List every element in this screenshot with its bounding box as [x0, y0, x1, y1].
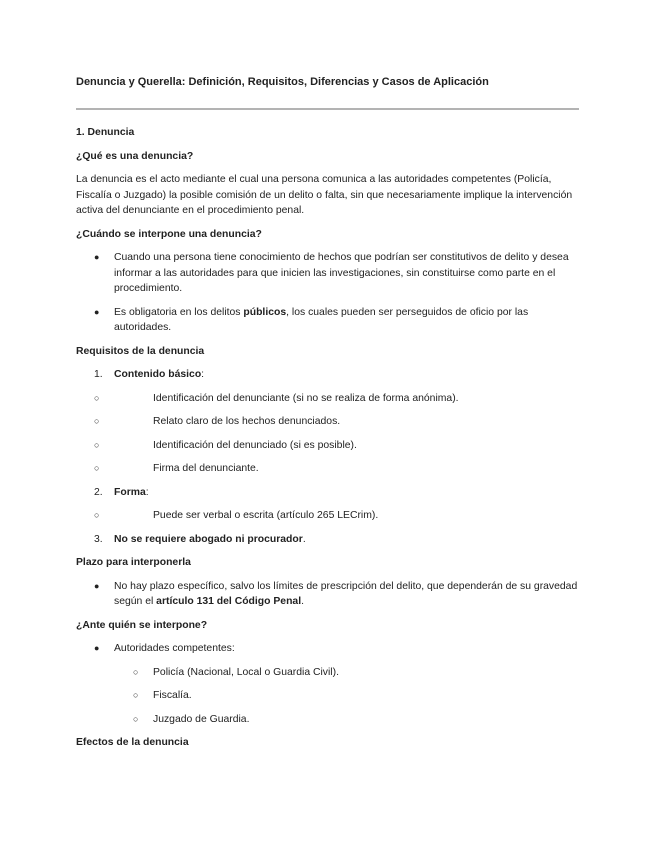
sub-list	[94, 391, 579, 477]
numbered-list-requirements	[76, 367, 579, 547]
circle-bullet-icon: ○	[133, 713, 139, 724]
sub-list-item: ○ Puede ser verbal o escrita (artículo 265 LECrim).	[76, 508, 579, 524]
bullet-list-when	[76, 250, 579, 336]
sub-list-item: ○ Identificación del denunciante (si no se realiza de forma anónima).	[76, 391, 579, 407]
sub-list-item: ○ Relato claro de los hechos denunciados.	[76, 414, 579, 430]
sub-list-item: ○ Juzgado de Guardia.	[76, 712, 579, 728]
sub-list-item: ○ Policía (Nacional, Local o Guardia Civil).	[76, 665, 579, 681]
circle-bullet-icon: ○	[133, 666, 139, 677]
bullet-icon: ●	[94, 643, 100, 653]
bullet-icon: ●	[94, 252, 100, 262]
list-number: 3.	[94, 533, 103, 545]
document-body	[76, 125, 579, 759]
sub-list-item: ○ Fiscalía.	[76, 688, 579, 704]
circle-bullet-icon: ○	[94, 392, 100, 403]
bullet-icon: ●	[94, 580, 100, 591]
document-title: Denuncia y Querella: Definición, Requisitos, Diferencias y Casos de Aplicación	[76, 76, 489, 88]
horizontal-divider	[76, 108, 579, 110]
bullet-list-deadline	[76, 579, 579, 610]
list-item: ● Cuando una persona tiene conocimiento de hechos que podrían ser constitutivos de delito y desea informar a las autoridades para que inicien las investigaciones, sin constituirse como parte en el procedimiento.	[94, 252, 569, 294]
list-item: 3. No se requiere abogado ni procurador.	[76, 532, 579, 548]
list-item: ● No hay plazo específico, salvo los límites de prescripción del delito, que dependerán de su gravedad según el artículo 131 del Código Penal.	[94, 580, 578, 607]
list-item: 1. Contenido básico: ○ Identificación del denunciante (si no se realiza de forma anónima). ○ Relato claro de los hechos denunciados. ○ Identificación del denunciado (si es posible). ○ Firma del denunciante.	[76, 367, 579, 477]
subheading-deadline: Plazo para interponerla	[76, 557, 191, 568]
list-item: ● Es obligatoria en los delitos públicos, los cuales pueden ser perseguidos de oficio por las autoridades.	[94, 306, 529, 333]
bullet-icon: ●	[94, 306, 100, 317]
sub-list-item: ○ Identificación del denunciado (si es posible).	[76, 438, 579, 454]
circle-bullet-icon: ○	[94, 463, 100, 473]
circle-bullet-icon: ○	[133, 690, 139, 700]
paragraph-definition: La denuncia es el acto mediante el cual una persona comunica a las autoridades competentes (Policía, Fiscalía o Juzgado) la posible comisión de un delito o falta, sin que necesariamente implique la intervención activa del denunciante en el procedimiento penal.	[76, 174, 573, 216]
subheading-when: ¿Cuándo se interpone una denuncia?	[76, 228, 262, 240]
list-item: 2. Forma: ○ Puede ser verbal o escrita (artículo 265 LECrim).	[76, 485, 579, 524]
list-item: ● Autoridades competentes: ○ Policía (Nacional, Local o Guardia Civil). ○ Fiscalía. ○ Juzgado de Guardia.	[76, 641, 579, 727]
subheading-effects: Efectos de la denuncia	[76, 737, 189, 748]
sub-list	[114, 665, 579, 728]
sub-list-item: ○ Firma del denunciante.	[76, 461, 579, 477]
circle-bullet-icon: ○	[94, 510, 100, 520]
list-number: 1.	[94, 369, 103, 380]
list-number: 2.	[94, 486, 103, 498]
subheading-what-is: ¿Qué es una denuncia?	[76, 150, 194, 162]
sub-list	[94, 508, 579, 524]
subheading-authority: ¿Ante quién se interpone?	[76, 619, 208, 631]
circle-bullet-icon: ○	[94, 416, 100, 426]
bullet-list-authority	[76, 641, 579, 727]
circle-bullet-icon: ○	[94, 439, 100, 450]
subheading-requirements: Requisitos de la denuncia	[76, 345, 205, 357]
section-heading: 1. Denuncia	[76, 127, 135, 138]
